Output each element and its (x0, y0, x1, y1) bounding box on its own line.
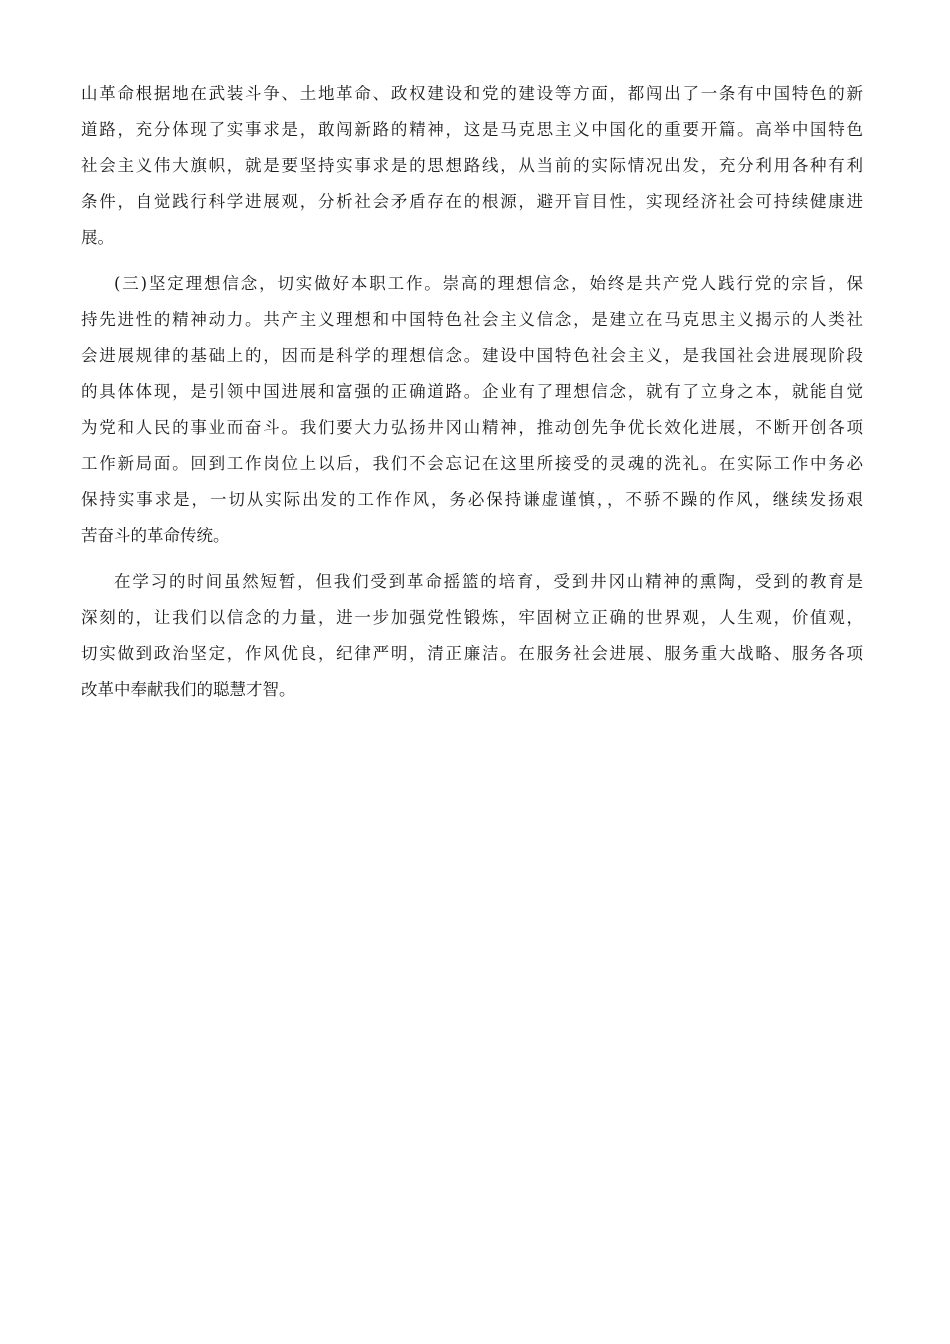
paragraph-1 (81, 76, 863, 256)
text-line: 深刻的，让我们以信念的力量，进一步加强党性锻炼，牢固树立正确的世界观，人生观，价值观， (81, 608, 863, 627)
document-page (81, 76, 863, 708)
text-line: 保持实事求是，一切从实际出发的工作作风，务必保持谦虚谨慎，，不骄不躁的作风，继续发扬艰 (81, 490, 863, 509)
text-line: 切实做到政治坚定，作风优良，纪律严明，清正廉洁。在服务社会进展、服务重大战略、服务各项 (81, 644, 863, 663)
text-line: 展。 (81, 228, 114, 247)
text-line: 在学习的时间虽然短暂，但我们受到革命摇篮的培育，受到井冈山精神的熏陶，受到的教育是 (114, 572, 863, 591)
text-line: 条件，自觉践行科学进展观，分析社会矛盾存在的根源，避开盲目性，实现经济社会可持续健康进 (81, 192, 863, 211)
text-line: 工作新局面。回到工作岗位上以后，我们不会忘记在这里所接受的灵魂的洗礼。在实际工作中务必 (81, 454, 863, 473)
text-line: 山革命根据地在武装斗争、土地革命、政权建设和党的建设等方面，都闯出了一条有中国特色的新 (81, 84, 863, 103)
text-line: 的具体体现，是引领中国进展和富强的正确道路。企业有了理想信念，就有了立身之本，就能自觉 (81, 382, 863, 401)
text-line: (三)坚定理想信念，切实做好本职工作。崇高的理想信念，始终是共产党人践行党的宗旨，保 (114, 274, 863, 293)
text-line: 社会主义伟大旗帜，就是要坚持实事求是的思想路线，从当前的实际情况出发，充分利用各种有利 (81, 156, 863, 175)
paragraph-3 (81, 564, 863, 708)
text-line: 苦奋斗的革命传统。 (81, 526, 230, 545)
paragraph-2 (81, 266, 863, 554)
text-line: 持先进性的精神动力。共产主义理想和中国特色社会主义信念，是建立在马克思主义揭示的人类社 (81, 310, 863, 329)
text-line: 改革中奉献我们的聪慧才智。 (81, 680, 296, 699)
text-line: 为党和人民的事业而奋斗。我们要大力弘扬井冈山精神，推动创先争优长效化进展，不断开创各项 (81, 418, 863, 437)
text-line: 道路，充分体现了实事求是，敢闯新路的精神，这是马克思主义中国化的重要开篇。高举中国特色 (81, 120, 863, 139)
text-line: 会进展规律的基础上的，因而是科学的理想信念。建设中国特色社会主义，是我国社会进展现阶段 (81, 346, 863, 365)
